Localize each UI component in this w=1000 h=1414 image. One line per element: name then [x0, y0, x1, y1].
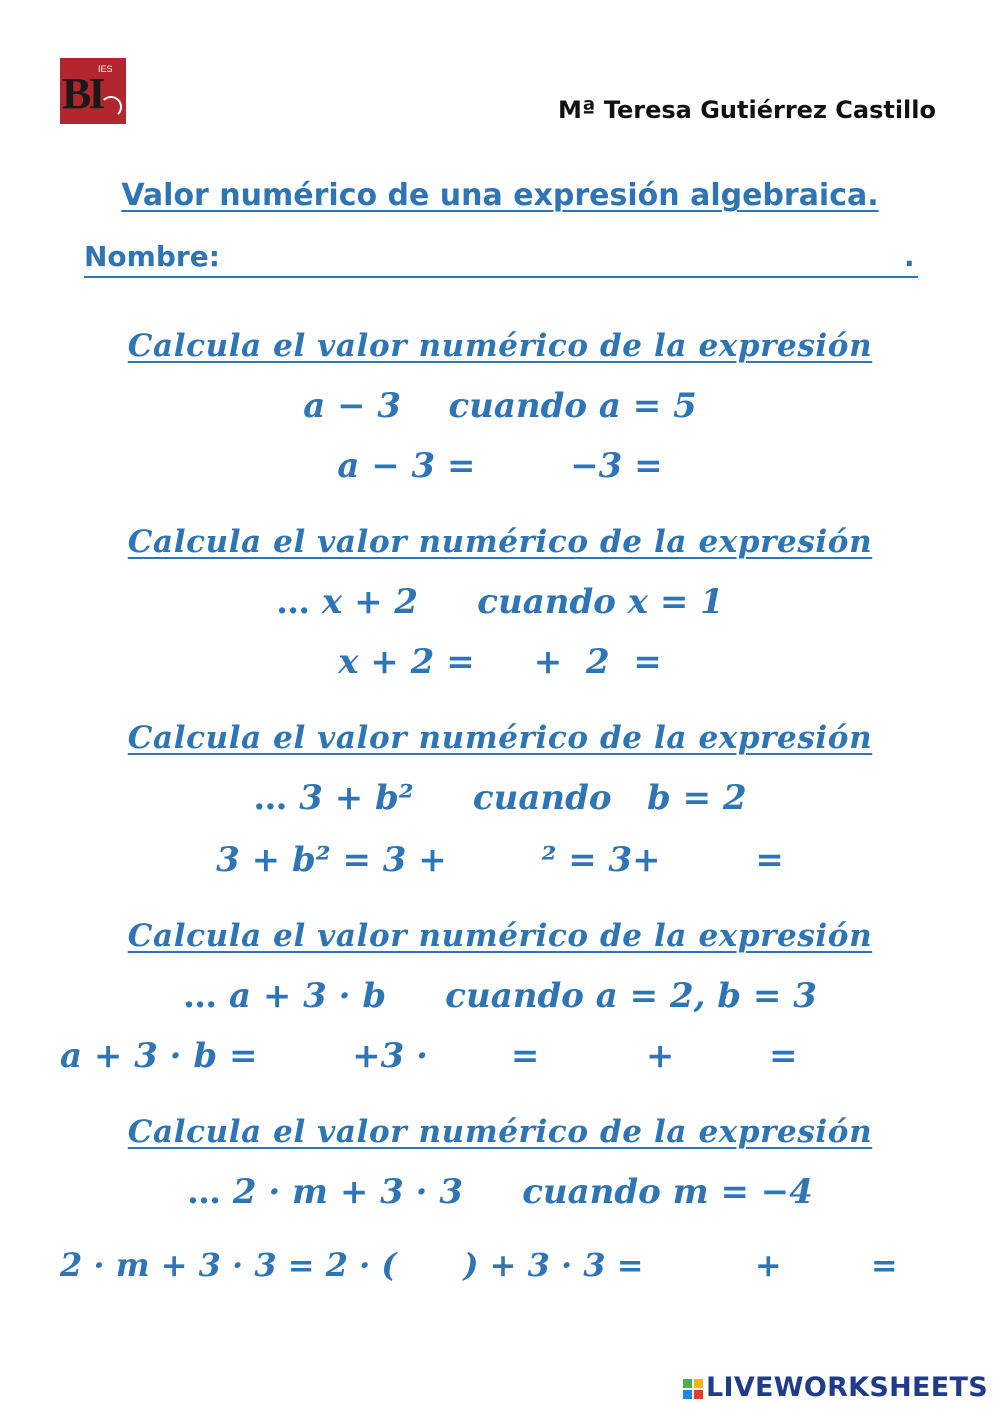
exercise-1-work[interactable]: a − 3 = −3 = — [337, 446, 663, 486]
name-input-line[interactable] — [84, 276, 918, 278]
exercise-2-statement: … x + 2 cuando x = 1 — [276, 582, 724, 622]
instruction-1: Calcula el valor numérico de la expresión — [127, 328, 873, 364]
exercise-1-statement: a − 3 cuando a = 5 — [303, 386, 697, 426]
instruction-4: Calcula el valor numérico de la expresión — [127, 918, 873, 954]
instruction-3: Calcula el valor numérico de la expresión — [127, 720, 873, 756]
exercise-4-statement: … a + 3 · b cuando a = 2, b = 3 — [183, 976, 817, 1016]
exercise-4-work[interactable]: a + 3 · b = +3 · = + = — [60, 1036, 798, 1076]
author-name: Mª Teresa Gutiérrez Castillo — [558, 96, 936, 124]
liveworksheets-logo — [682, 1372, 988, 1403]
school-logo — [60, 58, 126, 124]
exercise-3-work[interactable]: 3 + b² = 3 + ² = 3+ = — [216, 840, 784, 880]
logo-subtext: IES — [98, 64, 113, 74]
brand-text: LIVEWORKSHEETS — [705, 1372, 988, 1403]
exercise-3-statement: … 3 + b² cuando b = 2 — [253, 778, 747, 818]
name-label: Nombre: — [84, 240, 220, 273]
exercise-2-work[interactable]: x + 2 = + 2 = — [338, 642, 662, 682]
worksheet-title: Valor numérico de una expresión algebraica. — [121, 178, 879, 213]
exercise-5-work[interactable]: 2 · m + 3 · 3 = 2 · ( ) + 3 · 3 = + = — [60, 1246, 898, 1284]
exercise-5-statement: … 2 · m + 3 · 3 cuando m = −4 — [187, 1172, 813, 1212]
logo-arc-icon — [100, 96, 122, 118]
instruction-5: Calcula el valor numérico de la expresión — [127, 1114, 873, 1150]
liveworksheets-icon — [682, 1378, 706, 1400]
logo-text: BI — [62, 69, 103, 118]
instruction-2: Calcula el valor numérico de la expresión — [127, 524, 873, 560]
name-end-dot: . — [904, 240, 915, 273]
